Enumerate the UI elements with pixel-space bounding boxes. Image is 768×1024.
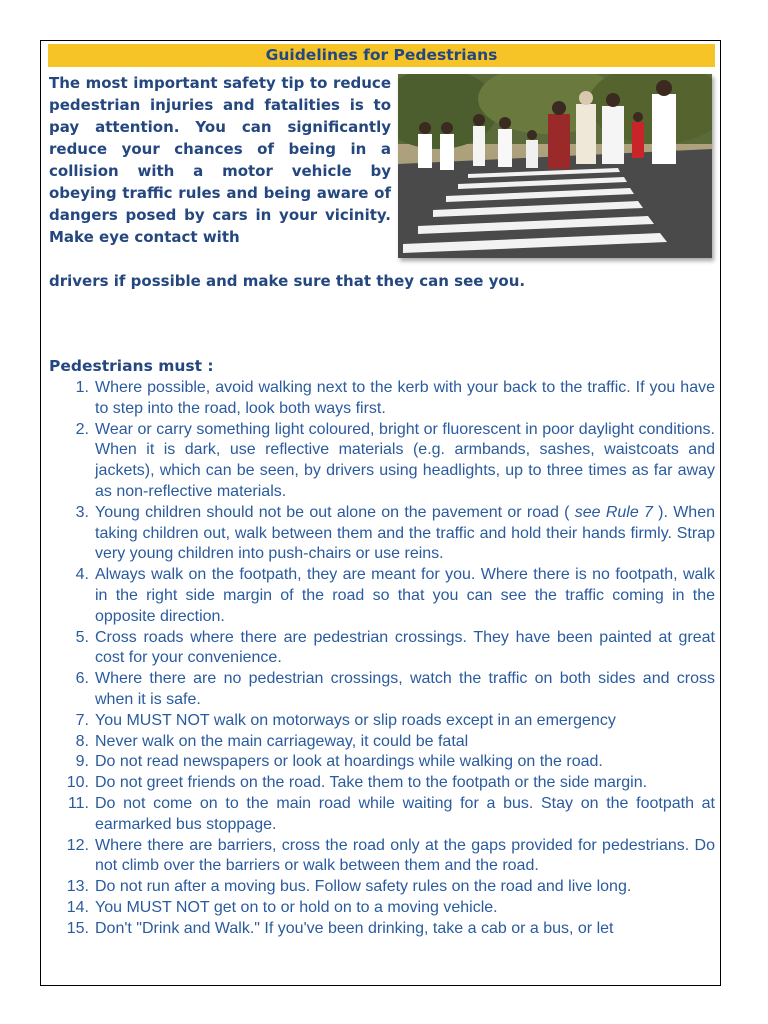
- rule-number: 7.: [75, 711, 89, 729]
- intro-paragraph-tail: drivers if possible and make sure that they can see you.: [49, 272, 526, 290]
- rule-item: [49, 773, 715, 794]
- rule-text: Never walk on the main carriageway, it could be fatal: [95, 732, 469, 750]
- rule-text: Don't "Drink and Walk." If you've been drinking, take a cab or a bus, or let: [95, 919, 614, 937]
- rule-item: [49, 919, 715, 940]
- crosswalk-illustration: [398, 74, 712, 258]
- rule-number: 10.: [66, 774, 89, 792]
- rule-item: [49, 503, 715, 565]
- rule-number: 15.: [66, 919, 89, 937]
- rule-number: 9.: [75, 753, 89, 771]
- rule-text: Cross roads where there are pedestrian crossings. They have been painted at great cost for your convenience.: [95, 628, 715, 667]
- page-title: Guidelines for Pedestrians: [48, 44, 715, 67]
- rule-text: Where possible, avoid walking next to the kerb with your back to the traffic. If you have to step into the road, look both ways first.: [95, 379, 715, 417]
- rule-text: Do not greet friends on the road. Take them to the footpath or the side margin.: [95, 774, 648, 792]
- rule-text-part: Young children should not be out alone on the pavement or road (: [95, 503, 575, 521]
- rule-item: [49, 378, 715, 420]
- rule-text: [95, 504, 715, 563]
- rule-text: Where there are barriers, cross the road only at the gaps provided for pedestrians. Do not climb over the barriers or walk between them and the road.: [95, 836, 715, 875]
- rule-text: You MUST NOT walk on motorways or slip roads except in an emergency: [95, 711, 616, 729]
- section-heading: Pedestrians must :: [49, 357, 214, 375]
- rule-item: [49, 420, 715, 503]
- rule-number: 5.: [75, 628, 89, 646]
- rule-item: [49, 669, 715, 711]
- rule-item: [49, 752, 715, 773]
- rule-number: 11.: [67, 794, 89, 812]
- rule-text: You MUST NOT get on to or hold on to a moving vehicle.: [95, 898, 498, 916]
- rule-text: Do not run after a moving bus. Follow safety rules on the road and live long.: [95, 878, 632, 896]
- rule-number: 12.: [66, 836, 89, 854]
- rule-item: [49, 877, 715, 898]
- rule-number: 14.: [66, 898, 89, 916]
- rule-item: [49, 732, 715, 753]
- rule-number: 2.: [75, 420, 89, 438]
- document-frame: [40, 40, 721, 986]
- rule-number: 8.: [75, 732, 89, 750]
- rule-text-part: ). When taking children out, walk between them and the traffic and hold their hands firmly. Strap very young children into push-chairs or use reins.: [95, 503, 715, 563]
- rule-reference: see Rule 7: [574, 503, 653, 521]
- rule-text: Do not read newspapers or look at hoardings while walking on the road.: [95, 753, 603, 771]
- rule-item: [49, 794, 715, 836]
- rule-item: [49, 836, 715, 878]
- intro-paragraph: The most important safety tip to reduce pedestrian injuries and fatalities is to pay attention. You can significantly reduce your chances of being in a collision with a motor vehicle by obeying traffic rules and being aware of dangers posed by cars in your vicinity. Make eye contact with: [49, 74, 391, 246]
- rule-number: 6.: [75, 670, 89, 688]
- rule-text: Always walk on the footpath, they are meant for you. Where there is no footpath, walk in the right side margin of the road so that you can see the traffic coming in the opposite direction.: [95, 566, 715, 625]
- rule-text: Wear or carry something light coloured, bright or fluorescent in poor daylight conditions. When it is dark, use reflective materials (e.g. armbands, sashes, waistcoats and jackets), which can be seen, by drivers using headlights, up to three times as far away as non-reflective materials.: [95, 420, 715, 500]
- rule-item: [49, 898, 715, 919]
- pedestrians-crossing-photo: [398, 74, 712, 258]
- rule-number: 1.: [75, 379, 89, 396]
- rule-item: [49, 628, 715, 670]
- rule-number: 13.: [66, 878, 89, 896]
- rules-list: [49, 378, 715, 940]
- rule-number: 4.: [75, 566, 89, 584]
- rule-item: [49, 711, 715, 732]
- rule-text: Where there are no pedestrian crossings, watch the traffic on both sides and cross when it is safe.: [95, 670, 715, 708]
- rule-text: Do not come on to the main road while waiting for a bus. Stay on the footpath at earmarked bus stoppage.: [95, 794, 715, 833]
- rule-item: [49, 565, 715, 627]
- rule-number: 3.: [75, 503, 89, 521]
